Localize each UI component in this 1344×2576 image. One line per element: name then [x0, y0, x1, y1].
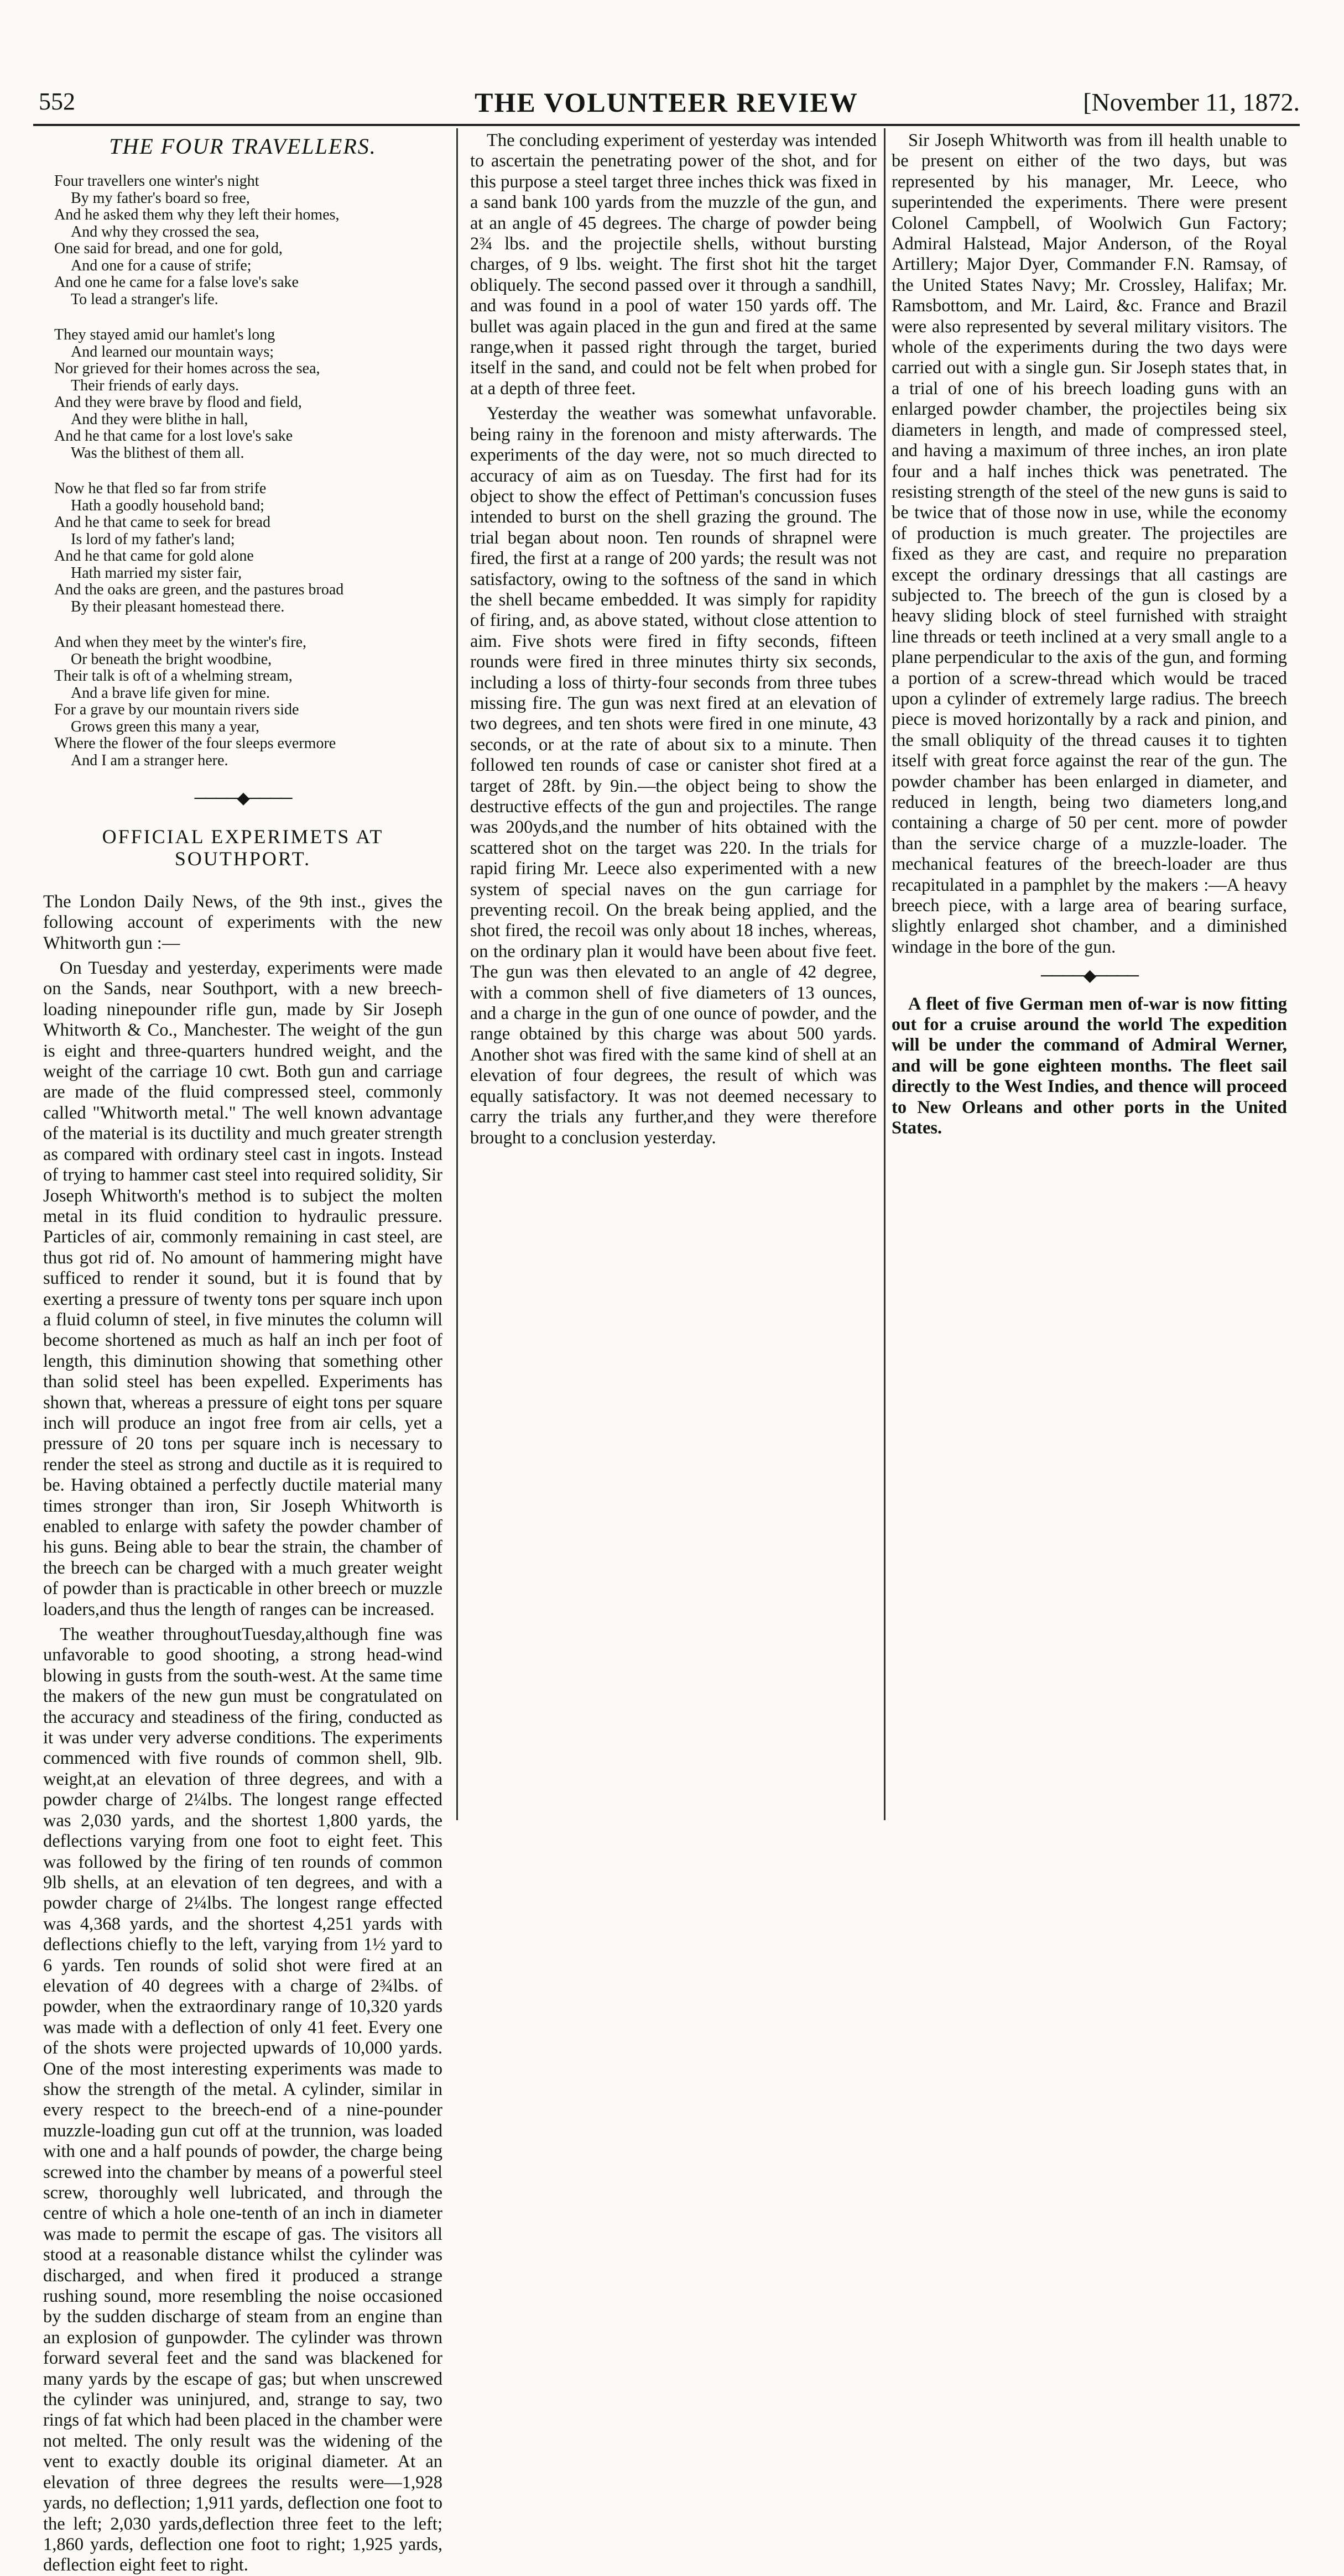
column-1: [43, 130, 442, 2575]
article-paragraph: On Tuesday and yesterday, experiments were made on the Sands, near Southport, with a new breech-loading ninepounder rifle gun, made by Sir Joseph Whitworth & Co., Manchester. The weight of the gun is eight and three-quarters hundred weight, and the weight of the carriage 10 cwt. Both gun and carriage are made of the fluid compressed steel, commonly called "Whitworth metal." The well known advantage of the material is its ductility and much greater strength as compared with ordinary steel cast in ingots. Instead of trying to hammer cast steel into required solidity, Sir Joseph Whitworth's method is to subject the molten metal in its fluid condition to hydraulic pressure. Particles of air, commonly remaining in cast steel, are thus got rid of. No amount of hammering might have sufficed to render it sound, but it is found that by exerting a pressure of twenty tons per square inch upon a fluid column of steel, in five minutes the column will become shortened as much as half an inch per foot of length, this diminution showing that something other than solid steel has been expelled. Experiments has shown that, whereas a pressure of eight tons per square inch will produce an ingot free from air cells, yet a pressure of 20 tons per square inch is necessary to render the steel as strong and ductile as it is required to be. Having obtained a perfectly ductile material many times stronger than iron, Sir Joseph Whitworth is enabled to enlarge with safety the powder chamber of his guns. Being able to bear the strain, the chamber of the breech can be charged with a much greater weight of powder than is practicable in other breech or muzzle loaders,and thus the length of ranges can be increased.: [43, 958, 442, 1619]
page-header: [33, 83, 1300, 127]
news-notice: A fleet of five German men of-war is now fitting out for a cruise around the world The expedition will be under the command of Admiral Werner, and will be gone eighteen months. The fleet sail directly to the West Indies, and thence will proceed to New Orleans and other ports in the United States.: [892, 994, 1287, 1138]
poem-stanza: Four travellers one winter's night By my father's board so free, And he asked them why they left their homes, And why they crossed the sea, One said for bread, and one for gold, And one for a cause of strife; And one he came for a false love's sake To lead a stranger's life.: [54, 173, 340, 308]
article-paragraph: Yesterday the weather was somewhat unfavorable. being rainy in the forenoon and misty afterwards. The experiments of the day were, not so much directed to accuracy of aim as on Tuesday. The first had for its object to show the effect of Pettiman's concussion fuses intended to burst on the shell grazing the ground. The trial began about noon. Ten rounds of shrapnel were fired, the first at a range of 200 yards; the result was not satisfactory, owing to the softness of the sand in which the shell became embedded. It was simply for rapidity of firing, and, as above stated, without close attention to aim. Five shots were fired in fifty seconds, fifteen rounds were fired in three minutes thirty six seconds, including a loss of thirty-four seconds from three tubes missing fire. The gun was next fired at an elevation of two degrees, and ten shots were fired in one minute, 43 seconds, or at the rate of about six to a minute. Then followed ten rounds of case or canister shot fired at a target of 28ft. by 9in.—the object being to show the destructive effects of the gun and projectiles. The range was 200yds,and the number of hits obtained with the scattered shot on the target was 220. In the trials for rapid firing Mr. Leece also experimented with a new system of special naves on the gun carriage for preventing recoil. On the break being applied, and the shot fired, the recoil was only about 18 inches, whereas, on the ordinary plan it would have been about five feet. The gun was then elevated to an angle of 42 degree, with a common shell of five diameters of 13 ounces, and a charge in the gun of one ounce of powder, and the range obtained by this charge was about 500 yards. Another shot was fired with the same kind of shell at an elevation of four degrees, the result of which was equally satisfactory. It was not deemed necessary to carry the trials any further,and they were therefore brought to a conclusion yesterday.: [470, 404, 877, 1148]
page-number: 552: [39, 88, 75, 115]
column-rule-1: [456, 128, 458, 1820]
poem-stanza: They stayed amid our hamlet's long And learned our mountain ways; Nor grieved for their homes across the sea, Their friends of early days. And they were brave by flood and field, And they were blithe in hall, And he that came for a lost love's sake Was the blithest of them all.: [54, 326, 320, 462]
issue-date: [November 11, 1872.: [1083, 88, 1300, 116]
poem-title: THE FOUR TRAVELLERS.: [109, 134, 377, 159]
header-rule: [33, 124, 1300, 126]
article-paragraph: The London Daily News, of the 9th inst., gives the following account of experiments with the new Whitworth gun :—: [43, 891, 442, 953]
article-paragraph: The concluding experiment of yesterday was intended to ascertain the penetrating power of the shot, and for this purpose a steel target three inches thick was fixed in a sand bank 100 yards from the muzzle of the gun, and at an angle of 45 degrees. The charge of powder being 2¾ lbs. and the projectile shells, without bursting charges, of 9 lbs. weight. The first shot hit the target obliquely. The second passed over it through a sandhill, and was found in a pool of water 150 yards off. The bullet was again placed in the gun and fired at the same range,when it passed right through the target, buried itself in the sand, and could not be felt when probed for at a depth of three feet.: [470, 130, 877, 399]
poem-stanza: Now he that fled so far from strife Hath a goodly household band; And he that came to seek for bread Is lord of my father's land; And he that came for gold alone Hath married my sister fair, And the oaks are green, and the pastures broad By their pleasant homestead there.: [54, 480, 344, 615]
section-divider: ────◆────: [194, 789, 291, 808]
column-rule-2: [884, 128, 885, 1820]
poem-stanza: And when they meet by the winter's fire, Or beneath the bright woodbine, Their talk is oft of a whelming stream, And a brave life given for mine. For a grave by our mountain rivers side Grows green this many a year, Where the flower of the four sleeps evermore And I am a stranger here.: [54, 634, 336, 769]
article-title: OFFICIAL EXPERIMETS AT SOUTHPORT.: [102, 825, 384, 870]
article-paragraph: The weather throughoutTuesday,although fine was unfavorable to good shooting, a strong head-wind blowing in gusts from the south-west. At the same time the makers of the new gun must be congratulated on the accuracy and steadiness of the firing, conducted as it was under very adverse conditions. The experiments commenced with five rounds of common shell, 9lb. weight,at an elevation of three degrees, and with a powder charge of 2¼lbs. The longest range effected was 2,030 yards, and the shortest 1,800 yards, the deflections varying from one foot to eight feet. This was followed by the firing of ten rounds of common 9lb shells, at an elevation of ten degrees, and with a powder charge of 2¼lbs. The longest range effected was 4,368 yards, and the shortest 4,251 yards with deflections chiefly to the left, varying from 1½ yard to 6 yards. Ten rounds of solid shot were fired at an elevation of 40 degrees with a charge of 2¾lbs. of powder, when the extraordinary range of 10,320 yards was made with a deflection of only 41 feet. Every one of the shots were projected upwards of 10,000 yards. One of the most interesting experiments was made to show the strength of the metal. A cylinder, similar in every respect to the breech-end of a nine-pounder muzzle-loading gun cut off at the trunnion, was loaded with one and a half pounds of powder, the charge being screwed into the chamber by means of a powerful steel screw, thoroughly well lubricated, and through the centre of which a hole one-tenth of an inch in diameter was made to permit the escape of gas. The visitors all stood at a reasonable distance whilst the cylinder was discharged, and when fired it produced a strange rushing sound, more resembling the noise occasioned by the sudden discharge of steam from an engine than an explosion of gunpowder. The cylinder was thrown forward several feet and the sand was blackened for many yards by the escape of gas; but when unscrewed the cylinder was uninjured, and, strange to say, two rings of fat which had been placed in the chamber were not melted. The only result was the widening of the vent to exactly double its original diameter. At an elevation of three degrees the results were—1,928 yards, no deflection; 1,911 yards, deflection one foot to the left; 2,030 yards,deflection three feet to the left; 1,860 yards, deflection one foot to right; 1,925 yards, deflection eight feet to right.: [43, 1624, 442, 2575]
section-divider: ────◆────: [1040, 966, 1138, 985]
article-paragraph: Sir Joseph Whitworth was from ill health unable to be present on either of the two days, but was represented by his manager, Mr. Leece, who superintended the experiments. There were present Colonel Campbell, of Woolwich Gun Factory; Admiral Halstead, Major Anderson, of the Royal Artillery; Major Dyer, Commander F.N. Ramsay, of the United States Navy; Mr. Crossley, Halifax; Mr. Ramsbottom, and Mr. Laird, &c. France and Brazil were also represented by several military visitors. The whole of the experiments during the two days were carried out with a single gun. Sir Joseph states that, in a trial of one of his breech loading guns with an enlarged powder chamber, the projectiles being six diameters in length, and made of compressed steel, and having a maximum of three inches, an iron plate four and a half inches thick was penetrated. The resisting strength of the steel of the new guns is said to be twice that of those now in use, while the economy of production is much greater. The projectiles are fixed as they are cast, and require no preparation except the ordinary dressings that all castings are subjected to. The breech of the gun is closed by a heavy sliding block of steel furnished with straight line threads or teeth inclined at a very small angle to a plane perpendicular to the axis of the gun, and forming a portion of a screw-thread which would be traced upon a cylinder of extremely large radius. The breech piece is moved horizontally by a rack and pinion, and the small obliquity of the thread causes it to tighten itself with great force against the rear of the gun. The powder chamber has been enlarged in diameter, and reduced in length, being two diameters long,and containing a charge of 50 per cent. more of powder than the service charge of a muzzle-loader. The mechanical features of the breech-loader are thus recapitulated in a pamphlet by the makers :—A heavy breech piece, with a large area of bearing surface, slightly enlarged shot chamber, and a diminished windage in the bore of the gun.: [892, 130, 1287, 957]
column-2: [470, 130, 877, 1822]
column-3: [892, 130, 1287, 1822]
publication-title: THE VOLUNTEER REVIEW: [475, 87, 858, 118]
